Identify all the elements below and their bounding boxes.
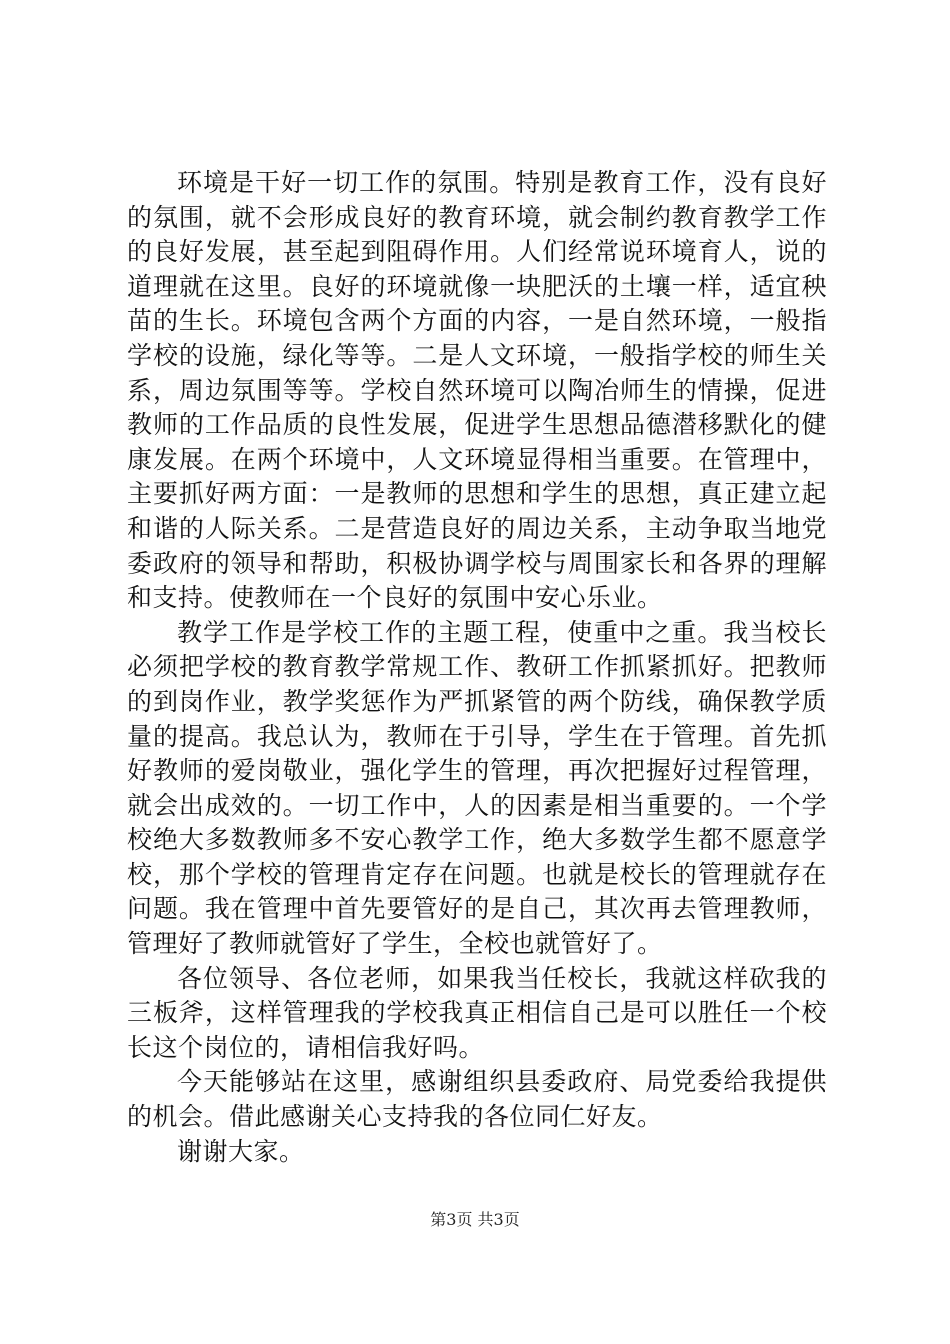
paragraph-environment: 环境是干好一切工作的氛围。特别是教育工作，没有良好的氛围，就不会形成良好的教育环境，就会制约教育教学工作的良好发展，甚至起到阻碍作用。人们经常说环境育人，说的道理就在这里。良好的环境就像一块肥沃的土壤一样，适宜秧苗的生长。环境包含两个方面的内容，一是自然环境，一般指学校的设施，绿化等等。二是人文环境，一般指学校的师生关系，周边氛围等等。学校自然环境可以陶冶师生的情操，促进教师的工作品质的良性发展，促进学生思想品德潜移默化的健康发展。在两个环境中，人文环境显得相当重要。在管理中，主要抓好两方面：一是教师的思想和学生的思想，真正建立起和谐的人际关系。二是营造良好的周边关系，主动争取当地党委政府的领导和帮助，积极协调学校与周围家长和各界的理解和支持。使教师在一个良好的氛围中安心乐业。 <box>127 168 827 613</box>
paragraph-address: 各位领导、各位老师，如果我当任校长，我就这样砍我的三板斧，这样管理我的学校我真正相信自己是可以胜任一个校长这个岗位的，请相信我好吗。 <box>127 963 827 1062</box>
paragraph-thanks-opportunity: 今天能够站在这里，感谢组织县委政府、局党委给我提供的机会。借此感谢关心支持我的各位同仁好友。 <box>127 1067 827 1132</box>
paragraph-closing: 谢谢大家。 <box>177 1136 305 1166</box>
document-body <box>127 166 827 1169</box>
paragraph-teaching: 教学工作是学校工作的主题工程，使重中之重。我当校长必须把学校的教育教学常规工作、教研工作抓紧抓好。把教师的到岗作业，教学奖惩作为严抓紧管的两个防线，确保教学质量的提高。我总认为，教师在于引导，学生在于管理。首先抓好教师的爱岗敬业，强化学生的管理，再次把握好过程管理，就会出成效的。一切工作中，人的因素是相当重要的。一个学校绝大多数教师多不安心教学工作，绝大多数学生都不愿意学校，那个学校的管理肯定存在问题。也就是校长的管理就存在问题。我在管理中首先要管好的是自己，其次再去管理教师，管理好了教师就管好了学生，全校也就管好了。 <box>127 617 827 959</box>
page-footer: 第3页 共3页 <box>430 1210 520 1229</box>
